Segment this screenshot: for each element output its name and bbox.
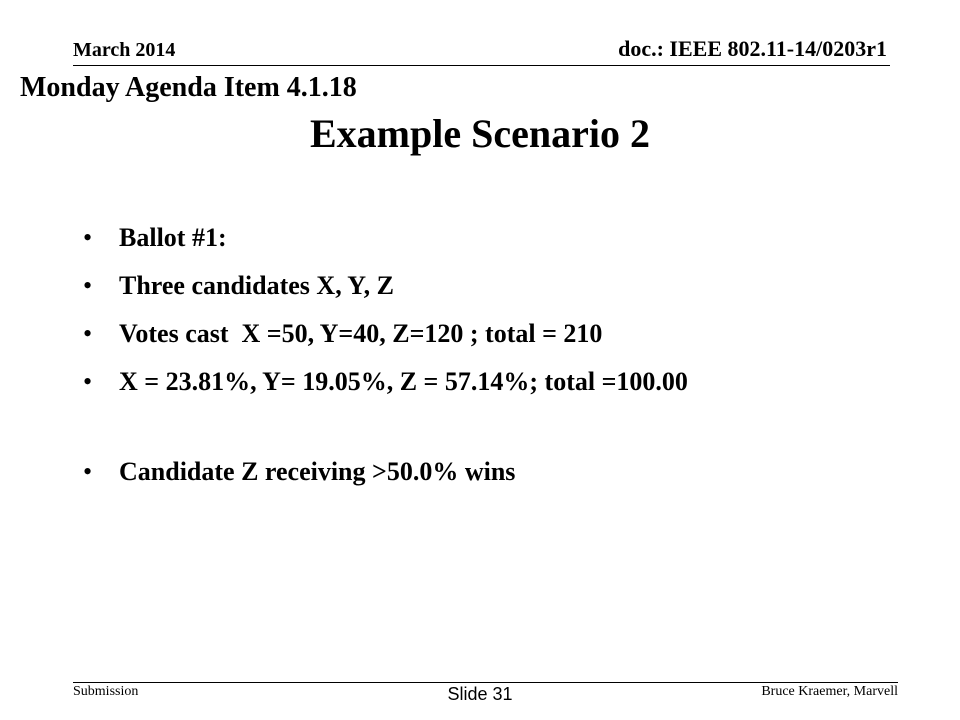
bullet-text: X = 23.81%, Y= 19.05%, Z = 57.14%; total =100.00 <box>119 367 688 396</box>
bullet-item <box>83 310 603 358</box>
bullet-item <box>83 262 394 310</box>
header-document-id: doc.: IEEE 802.11-14/0203r1 <box>618 36 887 61</box>
footer-divider <box>73 682 898 683</box>
header-divider <box>73 65 890 66</box>
bullet-list <box>83 214 688 496</box>
slide-number: Slide 31 <box>447 684 513 704</box>
bullet-item <box>83 358 688 406</box>
header-date: March 2014 <box>73 39 176 61</box>
footer-submission: Submission <box>73 684 139 699</box>
bullet-dot-icon: • <box>83 457 93 486</box>
agenda-label: Monday Agenda Item 4.1.18 <box>20 72 357 103</box>
slide-title: Example Scenario 2 <box>310 111 650 156</box>
footer-author: Bruce Kraemer, Marvell <box>761 684 898 699</box>
bullet-item <box>83 448 516 496</box>
bullet-dot-icon: • <box>83 367 93 396</box>
bullet-text: Candidate Z receiving >50.0% wins <box>119 457 516 486</box>
bullet-text: Votes cast X =50, Y=40, Z=120 ; total = 210 <box>119 319 603 348</box>
bullet-dot-icon: • <box>83 319 93 348</box>
bullet-text: Ballot #1: <box>119 223 227 252</box>
bullet-dot-icon: • <box>83 271 93 300</box>
bullet-dot-icon: • <box>83 223 93 252</box>
bullet-item <box>83 214 227 262</box>
bullet-text: Three candidates X, Y, Z <box>119 271 394 300</box>
